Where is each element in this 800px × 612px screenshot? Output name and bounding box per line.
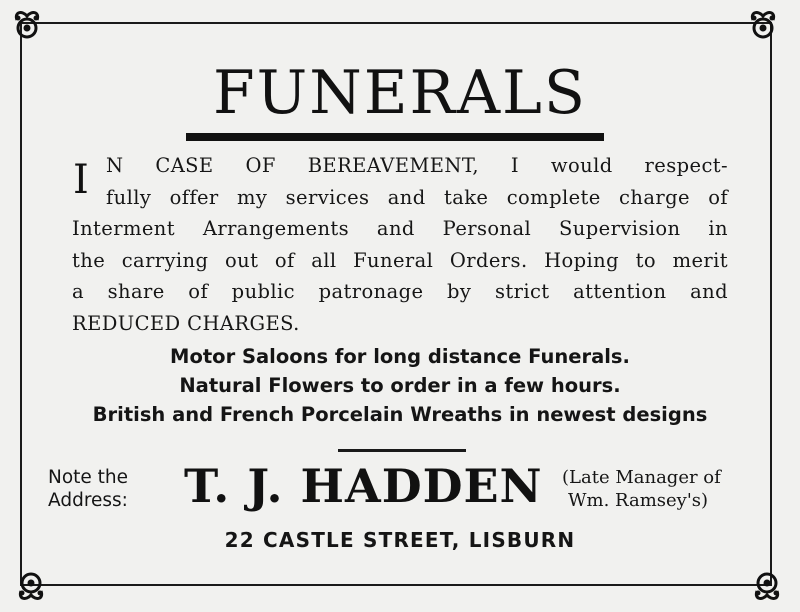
service-item: Motor Saloons for long distance Funerals. <box>170 345 630 368</box>
former-position-line: Wm. Ramsey's) <box>568 490 709 511</box>
floral-corner-icon <box>748 567 786 605</box>
paragraph-line: N CASE OF BEREAVEMENT, I would respect- <box>106 154 728 177</box>
paragraph-line: fully offer my services and take complete charge of <box>106 185 728 209</box>
paragraph-line: REDUCED CHARGES. <box>72 311 300 335</box>
proprietor-name: T. J. HADDEN <box>184 459 543 513</box>
paragraph-line: the carrying out of all Funeral Orders. Hoping to merit <box>72 248 728 272</box>
street-address: 22 CASTLE STREET, LISBURN <box>224 528 576 552</box>
former-position-note <box>562 466 721 512</box>
section-divider <box>338 449 466 452</box>
floral-corner-icon <box>744 6 782 44</box>
note-line: Note the <box>48 467 129 488</box>
bereavement-paragraph <box>72 150 728 340</box>
service-item: Natural Flowers to order in a few hours. <box>179 374 621 397</box>
floral-corner-icon <box>12 567 50 605</box>
title-underline <box>186 133 604 141</box>
services-list <box>0 342 800 429</box>
service-item: British and French Porcelain Wreaths in newest designs <box>92 403 708 426</box>
paragraph-line: a share of public patronage by strict attention and <box>72 280 728 304</box>
paragraph-line: Interment Arrangements and Personal Supervision in <box>72 217 728 241</box>
page-title: FUNERALS <box>213 58 587 128</box>
address-note <box>48 466 128 512</box>
note-line: Address: <box>48 490 128 511</box>
former-position-line: (Late Manager of <box>562 467 721 488</box>
floral-corner-icon <box>8 6 46 44</box>
drop-cap-letter: I <box>73 157 89 203</box>
